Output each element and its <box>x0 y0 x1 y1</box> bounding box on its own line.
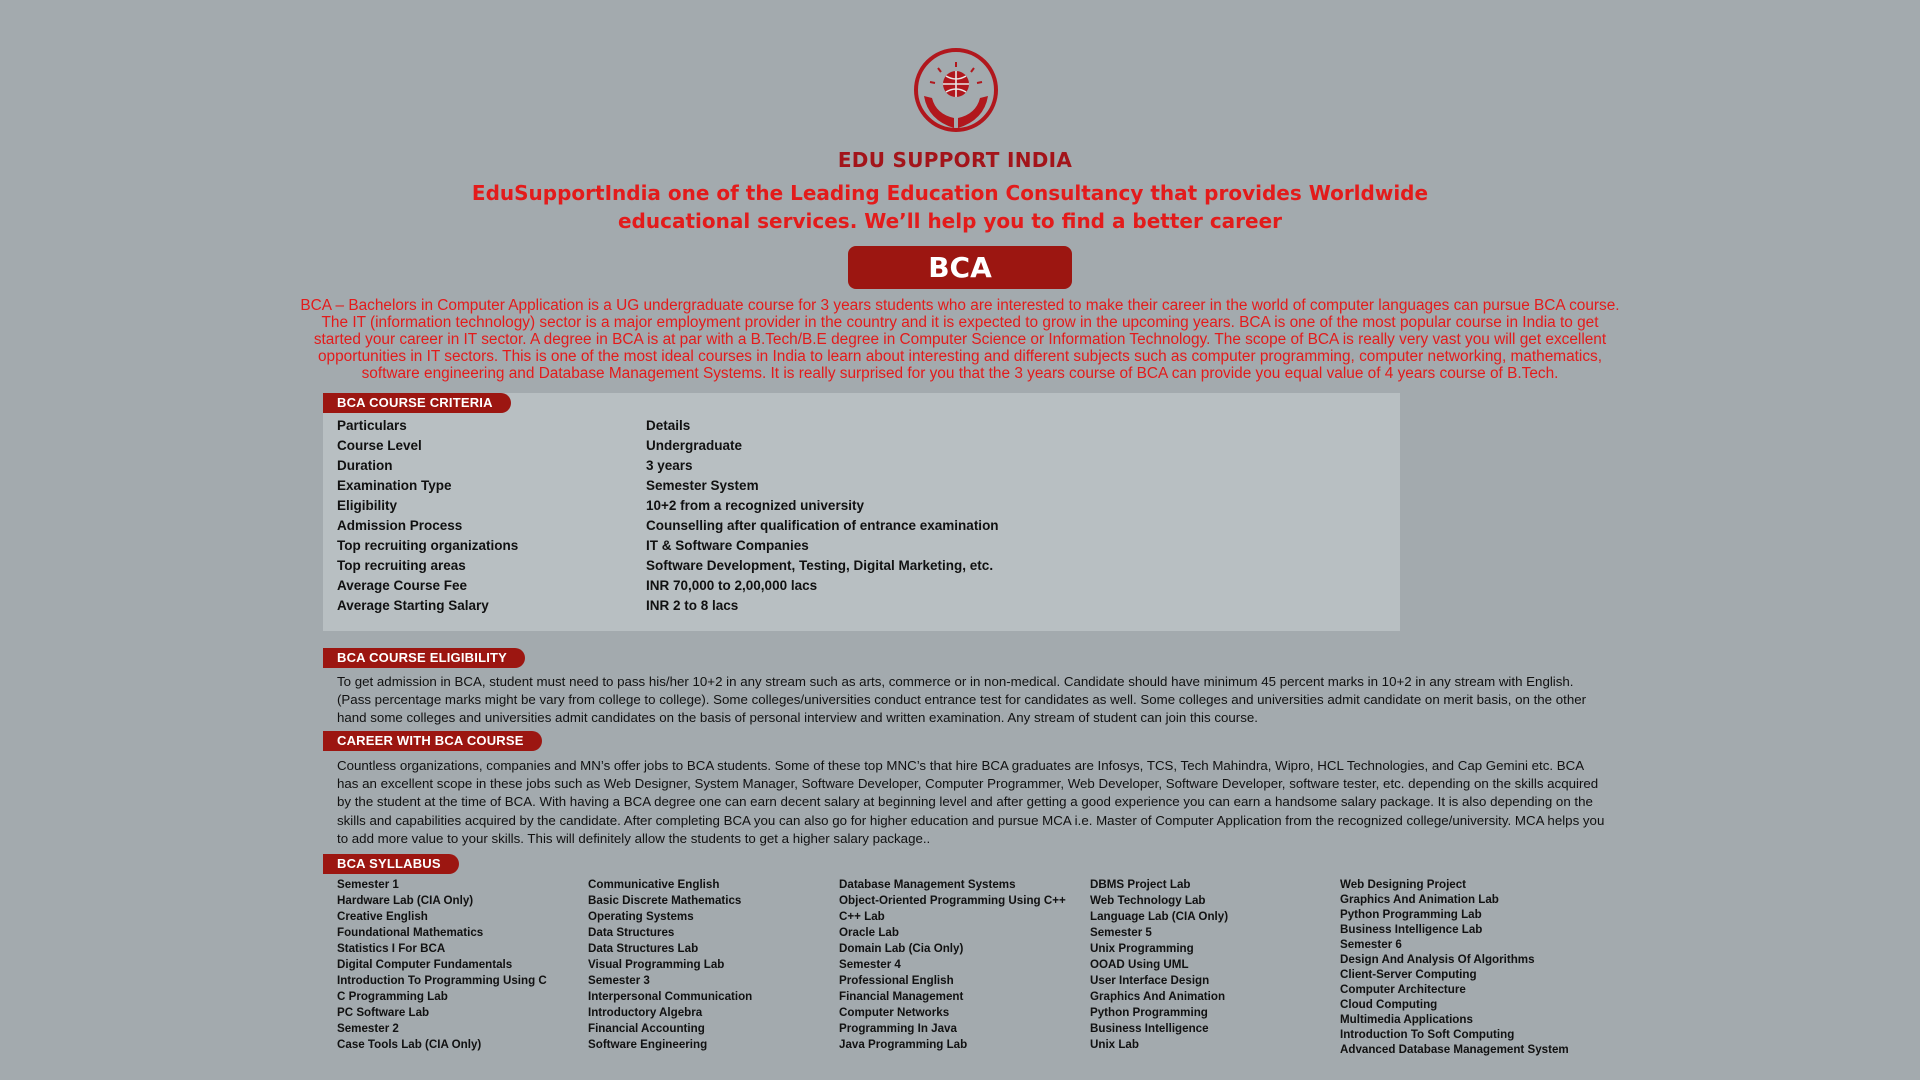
detail-cell: Software Development, Testing, Digital Marketing, etc. <box>646 558 994 573</box>
list-item: C Programming Lab <box>337 990 448 1003</box>
list-item: Semester 5 <box>1090 926 1152 939</box>
list-item: Python Programming Lab <box>1340 908 1482 921</box>
detail-cell: IT & Software Companies <box>646 538 809 553</box>
tagline-line-1: EduSupportIndia one of the Leading Education Consultancy that provides Worldwide <box>471 181 1429 205</box>
list-item: Visual Programming Lab <box>588 958 725 971</box>
list-item: Software Engineering <box>588 1038 708 1051</box>
tagline <box>460 179 1440 235</box>
list-item: Semester 1 <box>337 878 399 891</box>
list-item: Object-Oriented Programming Using C++ <box>839 894 1066 907</box>
list-item: Graphics And Animation <box>1090 990 1226 1003</box>
list-item: Domain Lab (Cia Only) <box>839 942 964 955</box>
list-item: PC Software Lab <box>337 1006 430 1019</box>
syllabus-column-5 <box>1340 877 1569 1057</box>
list-item: OOAD Using UML <box>1090 958 1189 971</box>
particular-cell: Admission Process <box>337 518 463 533</box>
intro-paragraph: BCA – Bachelors in Computer Application is a UG undergraduate course for 3 years students who are interested to make their career in the world of computer languages can pursue BCA course. The IT (information technology) sector is a major employment provider in the country and it is expected to grow in the upcoming years. BCA is one of the most popular course in India to get started your career in IT sector. A degree in BCA is at par with a B.Tech/B.E degree in Computer Science or Information Technology. The scope of BCA is really very vast you will get excellent opportunities in IT sectors. This is one of the most ideal courses in India to learn about interesting and different subjects such as computer programming, computer networking, mathematics, software engineering and Database Management Systems. It is really surprised for you that the 3 years course of BCA can provide you equal value of 4 years course of B.Tech. <box>300 297 1620 382</box>
syllabus-column-4 <box>1090 877 1228 1053</box>
syllabus-heading: BCA SYLLABUS <box>323 854 459 874</box>
list-item: Business Intelligence <box>1090 1022 1209 1035</box>
detail-cell: INR 2 to 8 lacs <box>646 598 739 613</box>
list-item: Basic Discrete Mathematics <box>588 894 742 907</box>
table-row <box>337 556 999 576</box>
list-item: Case Tools Lab (CIA Only) <box>337 1038 482 1051</box>
table-row <box>337 496 999 516</box>
list-item: Oracle Lab <box>839 926 899 939</box>
list-item: Digital Computer Fundamentals <box>337 958 513 971</box>
detail-cell: INR 70,000 to 2,00,000 lacs <box>646 578 818 593</box>
list-item: Python Programming <box>1090 1006 1208 1019</box>
criteria-heading: BCA COURSE CRITERIA <box>323 393 511 413</box>
criteria-table <box>337 416 999 616</box>
list-item: Graphics And Animation Lab <box>1340 893 1499 906</box>
list-item: Programming In Java <box>839 1022 957 1035</box>
syllabus-column-2 <box>588 877 752 1053</box>
table-row <box>337 596 999 616</box>
detail-cell: Undergraduate <box>646 438 743 453</box>
particular-cell: Course Level <box>337 438 422 453</box>
list-item: Data Structures Lab <box>588 942 699 955</box>
particular-cell: Examination Type <box>337 478 452 493</box>
list-item: Web Technology Lab <box>1090 894 1206 907</box>
list-item: Professional English <box>839 974 954 987</box>
list-item: Financial Management <box>839 990 964 1003</box>
list-item: Communicative English <box>588 878 720 891</box>
list-item: Introductory Algebra <box>588 1006 703 1019</box>
table-row <box>337 456 999 476</box>
syllabus-column-1 <box>337 877 547 1053</box>
list-item: Unix Lab <box>1090 1038 1139 1051</box>
list-item: Advanced Database Management System <box>1340 1043 1569 1056</box>
career-paragraph: Countless organizations, companies and MN’s offer jobs to BCA students. Some of these top MNC’s that hire BCA graduates are Infosys, TCS, Tech Mahindra, Wipro, HCL Technologies, and Cap Gemini etc. BCA has an excellent scope in these jobs such as Web Designer, System Manager, Software Developer, Computer Programmer, Web Developer, Software Developer, software tester, etc. depending on the skills acquired by the student at the time of BCA. With having a BCA degree one can earn decent salary at beginning level and after getting a good experience you can earn a handsome salary package. It is also depending on the skills and capabilities acquired by the candidate. After completing BCA you can also go for higher education and pursue MCA i.e. Master of Computer Application from the recognized college/university. MCA helps you to add more value to your skills. This will definitely allow the students to get a higher salary package.. <box>337 758 1605 846</box>
table-row <box>337 576 999 596</box>
list-item: Multimedia Applications <box>1340 1013 1473 1026</box>
list-item: Database Management Systems <box>839 878 1016 891</box>
list-item: Hardware Lab (CIA Only) <box>337 894 474 907</box>
detail-cell: 3 years <box>646 458 693 473</box>
particular-cell: Average Course Fee <box>337 578 468 593</box>
detail-cell: Details <box>646 418 691 433</box>
list-item: Java Programming Lab <box>839 1038 968 1051</box>
list-item: Semester 4 <box>839 958 901 971</box>
table-row <box>337 536 999 556</box>
detail-cell: Semester System <box>646 478 759 493</box>
list-item: Foundational Mathematics <box>337 926 484 939</box>
list-item: Introduction To Soft Computing <box>1340 1028 1515 1041</box>
list-item: DBMS Project Lab <box>1090 878 1191 891</box>
particular-cell: Eligibility <box>337 498 398 513</box>
table-row <box>337 416 999 436</box>
eligibility-heading: BCA COURSE ELIGIBILITY <box>323 648 525 668</box>
tagline-line-2: educational services. We’ll help you to find a better career <box>617 209 1283 233</box>
list-item: Interpersonal Communication <box>588 990 753 1003</box>
list-item: Computer Networks <box>839 1006 950 1019</box>
syllabus-column-3 <box>839 877 1066 1053</box>
particular-cell: Particulars <box>337 418 407 433</box>
list-item: Creative English <box>337 910 428 923</box>
list-item: Financial Accounting <box>588 1022 705 1035</box>
list-item: Computer Architecture <box>1340 983 1466 996</box>
list-item: Unix Programming <box>1090 942 1194 955</box>
table-row <box>337 516 999 536</box>
career-heading: CAREER WITH BCA COURSE <box>323 731 542 751</box>
list-item: Data Structures <box>588 926 675 939</box>
table-row <box>337 436 999 456</box>
brand-name: EDU SUPPORT INDIA <box>837 148 1073 172</box>
list-item: User Interface Design <box>1090 974 1210 987</box>
course-title-badge: BCA <box>848 246 1072 289</box>
particular-cell: Top recruiting areas <box>337 558 466 573</box>
list-item: Introduction To Programming Using C <box>337 974 547 987</box>
list-item: Design And Analysis Of Algorithms <box>1340 953 1535 966</box>
table-row <box>337 476 999 496</box>
list-item: C++ Lab <box>839 910 885 923</box>
particular-cell: Duration <box>337 458 393 473</box>
list-item: Semester 3 <box>588 974 650 987</box>
list-item: Client-Server Computing <box>1340 968 1477 981</box>
eligibility-paragraph: To get admission in BCA, student must need to pass his/her 10+2 in any stream such as arts, commerce or in non-medical. Candidate should have minimum 45 percent marks in 10+2 in any stream with English. (Pass percentage marks might be vary from college to college). Some colleges/universities conduct entrance test for candidates as well. Some colleges and universities admit candidate on merit basis, on the other hand some colleges and universities admit candidates on the basis of personal interview and written examination. Any stream of student can join this course. <box>337 674 1587 726</box>
list-item: Semester 2 <box>337 1022 399 1035</box>
list-item: Cloud Computing <box>1340 998 1438 1011</box>
particular-cell: Average Starting Salary <box>337 598 489 613</box>
list-item: Web Designing Project <box>1340 878 1467 891</box>
list-item: Statistics I For BCA <box>337 942 446 955</box>
list-item: Semester 6 <box>1340 938 1402 951</box>
detail-cell: 10+2 from a recognized university <box>646 498 864 513</box>
particular-cell: Top recruiting organizations <box>337 538 519 553</box>
list-item: Language Lab (CIA Only) <box>1090 910 1229 923</box>
globe-hands-icon <box>908 48 1004 144</box>
list-item: Business Intelligence Lab <box>1340 923 1483 936</box>
detail-cell: Counselling after qualification of entrance examination <box>646 518 999 533</box>
list-item: Operating Systems <box>588 910 694 923</box>
